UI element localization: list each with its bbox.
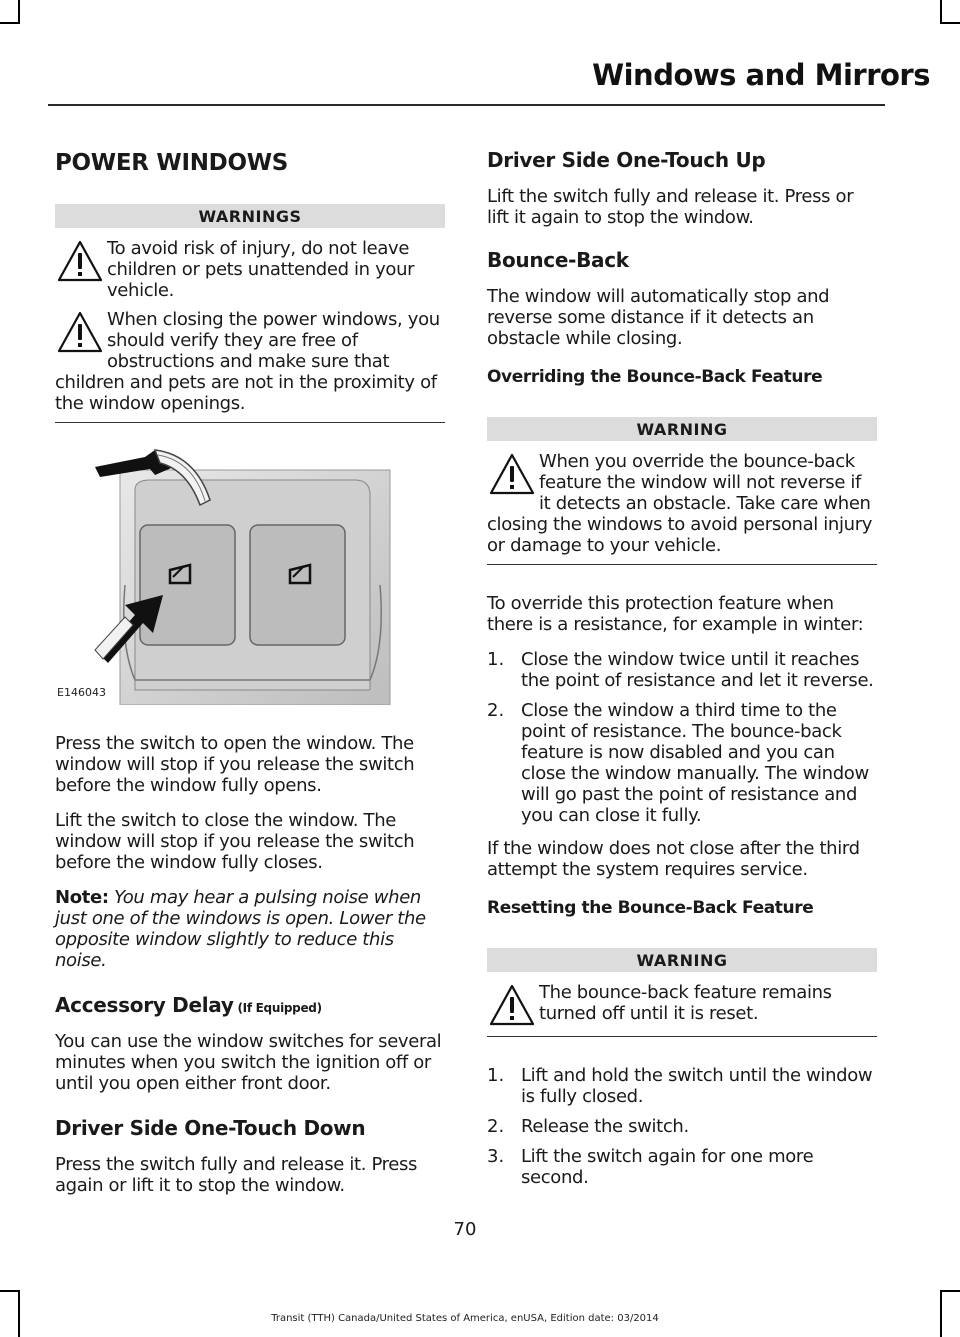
section-title: POWER WINDOWS <box>55 150 289 176</box>
subsection-title: Driver Side One-Touch Up <box>487 148 766 172</box>
note-text: You may hear a pulsing noise when just one of the windows is open. Lower the opposite window slightly to reduce this noise. <box>55 887 426 971</box>
note-label: Note: <box>55 887 109 908</box>
crop-mark <box>0 22 20 24</box>
crop-mark <box>0 1290 20 1292</box>
warning-item <box>55 309 445 414</box>
list-text: Lift and hold the switch until the window is fully closed. <box>521 1065 873 1107</box>
crop-mark <box>18 0 20 24</box>
note <box>55 887 445 971</box>
override-steps-list <box>487 649 877 826</box>
crop-mark <box>940 0 942 24</box>
warning-header: WARNING <box>487 417 877 441</box>
warnings-box <box>55 204 445 423</box>
list-text: Close the window twice until it reaches the point of resistance and let it reverse. <box>521 649 874 691</box>
paragraph: To override this protection feature when there is a resistance, for example in winter: <box>487 593 864 635</box>
warning-text: To avoid risk of injury, do not leave children or pets unattended in your vehicle. <box>107 238 415 301</box>
list-item <box>487 649 877 691</box>
list-text: Lift the switch again for one more second. <box>521 1146 814 1188</box>
warning-text: The bounce-back feature remains turned off until it is reset. <box>539 982 832 1024</box>
paragraph: Lift the switch to close the window. The window will stop if you release the switch before the window fully closes. <box>55 810 415 873</box>
warnings-header: WARNINGS <box>55 204 445 228</box>
page-footer: Transit (TTH) Canada/United States of America, enUSA, Edition date: 03/2014 <box>271 1313 659 1324</box>
warning-item <box>55 238 445 301</box>
list-number: 2. <box>487 1116 505 1137</box>
list-text: Release the switch. <box>521 1116 689 1137</box>
warning-box <box>487 948 877 1037</box>
warning-item <box>487 451 877 556</box>
paragraph: The window will automatically stop and reverse some distance if it detects an obstacle while closing. <box>487 286 830 349</box>
list-text: Close the window a third time to the point of resistance. The bounce-back feature is now disabled and you can close the window manually. The window will go past the point of resistance and you can close it fully. <box>521 700 869 826</box>
crop-mark <box>940 1290 942 1337</box>
list-number: 3. <box>487 1146 505 1167</box>
list-number: 1. <box>487 1065 505 1086</box>
warning-item <box>487 982 877 1028</box>
subheading: Overriding the Bounce-Back Feature <box>487 367 823 387</box>
warning-header: WARNING <box>487 948 877 972</box>
subheading: Resetting the Bounce-Back Feature <box>487 898 814 918</box>
subsection-title: Driver Side One-Touch Down <box>55 1116 366 1140</box>
warning-text: When closing the power windows, you should verify they are free of obstructions and make sure that children and pets are not in the proximity of the window openings. <box>55 309 440 414</box>
warning-triangle-icon <box>55 309 105 355</box>
page-number: 70 <box>453 1219 477 1240</box>
paragraph: You can use the window switches for several minutes when you switch the ignition off or until you open either front door. <box>55 1031 442 1094</box>
list-item <box>487 1116 877 1137</box>
list-item <box>487 700 877 826</box>
left-column <box>55 140 445 1210</box>
warning-triangle-icon <box>55 238 105 284</box>
reset-steps-list <box>487 1065 877 1188</box>
right-column <box>487 140 877 1200</box>
page-header-title: Windows and Mirrors <box>592 58 930 92</box>
warning-triangle-icon <box>487 982 537 1028</box>
header-rule <box>48 104 885 106</box>
paragraph: Press the switch to open the window. The window will stop if you release the switch before the window fully opens. <box>55 733 415 796</box>
crop-mark <box>940 1290 960 1292</box>
paragraph: If the window does not close after the third attempt the system requires service. <box>487 838 860 880</box>
if-equipped-label: (If Equipped) <box>233 1001 322 1015</box>
subsection-title: Bounce-Back <box>487 248 629 272</box>
list-number: 1. <box>487 649 505 670</box>
warning-triangle-icon <box>487 451 537 497</box>
list-item <box>487 1146 877 1188</box>
list-number: 2. <box>487 700 505 721</box>
window-switch-drawing <box>55 445 445 705</box>
warning-box <box>487 417 877 565</box>
paragraph: Press the switch fully and release it. Press again or lift it to stop the window. <box>55 1154 418 1196</box>
crop-mark <box>940 22 960 24</box>
warning-text: When you override the bounce-back feature the window will not reverse if it detects an obstacle. Take care when closing the windows to avoid personal injury or damage to your vehicle. <box>487 451 873 556</box>
window-switch-illustration <box>55 445 445 705</box>
paragraph: Lift the switch fully and release it. Press or lift it again to stop the window. <box>487 186 854 228</box>
list-item <box>487 1065 877 1107</box>
subsection-title <box>55 993 445 1017</box>
subsection-title-text: Accessory Delay <box>55 993 234 1017</box>
figure-code: E146043 <box>57 686 106 699</box>
